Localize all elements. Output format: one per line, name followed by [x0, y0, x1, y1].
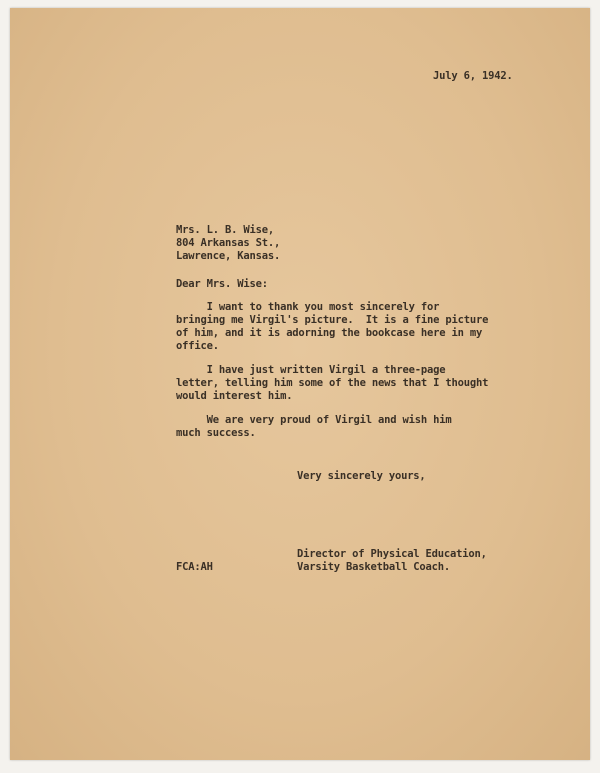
paragraph-2-line-2: letter, telling him some of the news that I thought — [176, 377, 489, 389]
paragraph-3-line-1: We are very proud of Virgil and wish him — [176, 414, 452, 426]
signature-title-1: Director of Physical Education, — [297, 548, 487, 560]
recipient-street: 804 Arkansas St., — [176, 237, 281, 249]
paragraph-1-line-3: of him, and it is adorning the bookcase here in my — [176, 327, 483, 339]
recipient-name: Mrs. L. B. Wise, — [176, 224, 274, 236]
paragraph-2-line-3: would interest him. — [176, 390, 293, 402]
salutation: Dear Mrs. Wise: — [176, 278, 268, 290]
paragraph-1-line-2: bringing me Virgil's picture. It is a fine picture — [176, 314, 489, 326]
letter-page — [10, 8, 590, 760]
paragraph-2-line-1: I have just written Virgil a three-page — [176, 364, 446, 376]
signature-title-2: Varsity Basketball Coach. — [297, 561, 451, 573]
paragraph-1-line-4: office. — [176, 340, 219, 352]
paragraph-3-line-2: much success. — [176, 427, 256, 439]
letter-date: July 6, 1942. — [433, 70, 513, 82]
paragraph-1-line-1: I want to thank you most sincerely for — [176, 301, 440, 313]
recipient-city: Lawrence, Kansas. — [176, 250, 281, 262]
reference-initials: FCA:AH — [176, 561, 213, 573]
closing: Very sincerely yours, — [297, 470, 426, 482]
